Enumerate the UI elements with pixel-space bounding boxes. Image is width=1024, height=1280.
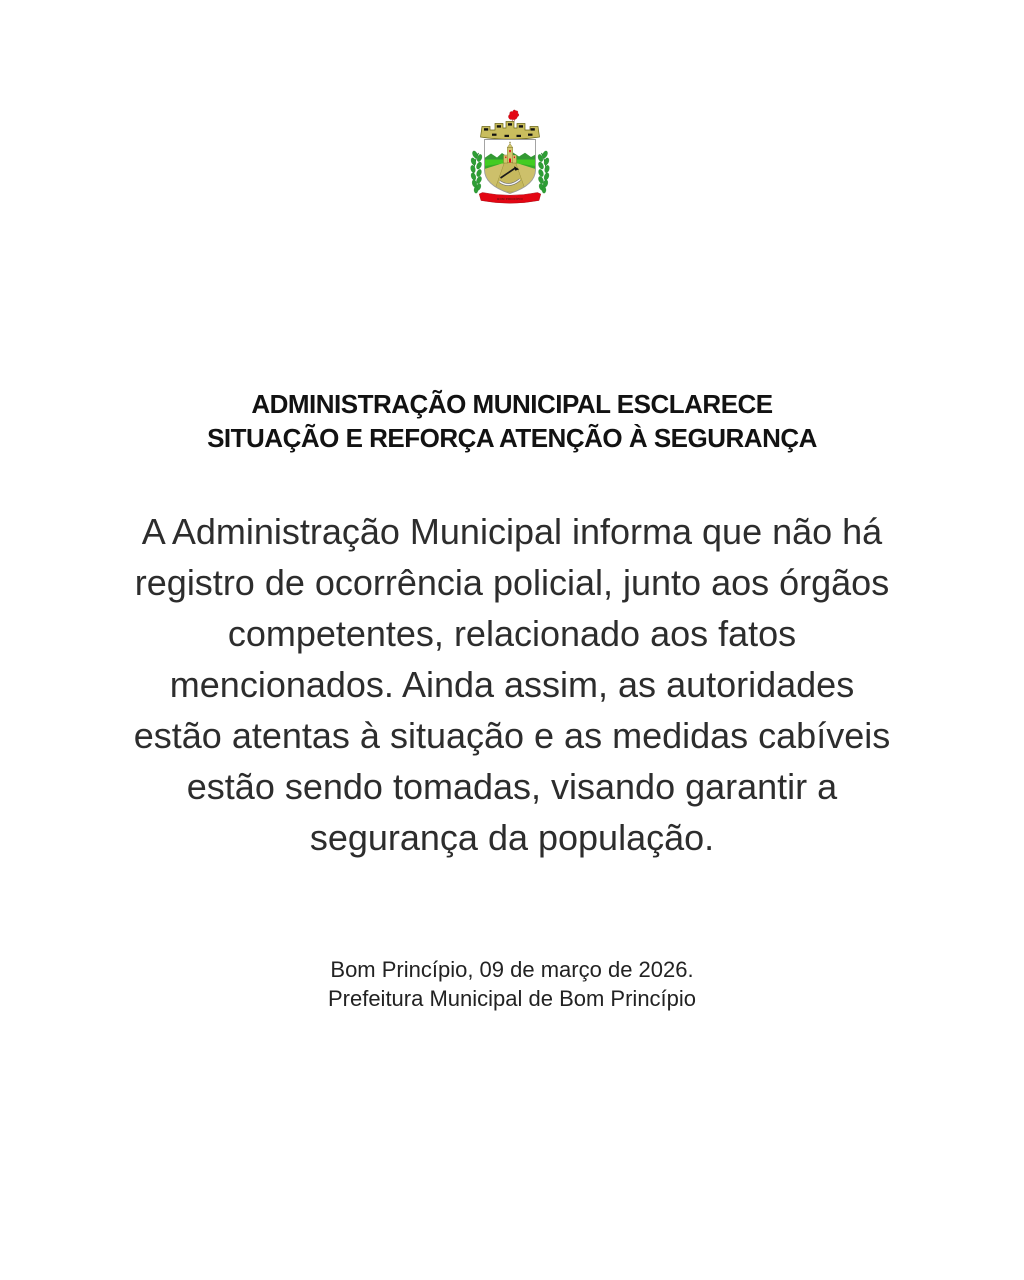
body-line: A Administração Municipal informa que não há	[141, 511, 883, 552]
body-line: segurança da população.	[309, 817, 715, 858]
footer	[0, 955, 1024, 1013]
body-line: competentes, relacionado aos fatos	[227, 613, 797, 654]
body-line: estão sendo tomadas, visando garantir a	[186, 766, 838, 807]
municipal-coat-of-arms	[469, 108, 555, 204]
body-line: registro de ocorrência policial, junto aos órgãos	[134, 562, 890, 603]
ribbon-text: BOM PRINCÍPIO	[497, 197, 523, 202]
headline	[0, 387, 1024, 455]
dateline: Bom Princípio, 09 de março de 2026.	[330, 957, 694, 982]
signature-line: Prefeitura Municipal de Bom Princípio	[327, 986, 697, 1011]
ribbon-banner	[479, 193, 541, 204]
shield	[484, 139, 536, 194]
body-line: estão atentas à situação e as medidas cabíveis	[133, 715, 891, 756]
headline-line-2: SITUAÇÃO E REFORÇA ATENÇÃO À SEGURANÇA	[207, 423, 817, 453]
rooster-icon	[508, 110, 518, 121]
body-paragraph	[0, 506, 1024, 863]
laurel-branch-right	[537, 150, 550, 193]
laurel-branch-left	[470, 150, 483, 193]
headline-line-1: ADMINISTRAÇÃO MUNICIPAL ESCLARECE	[251, 389, 773, 419]
body-line: mencionados. Ainda assim, as autoridades	[169, 664, 855, 705]
mural-crown-icon	[481, 122, 540, 140]
